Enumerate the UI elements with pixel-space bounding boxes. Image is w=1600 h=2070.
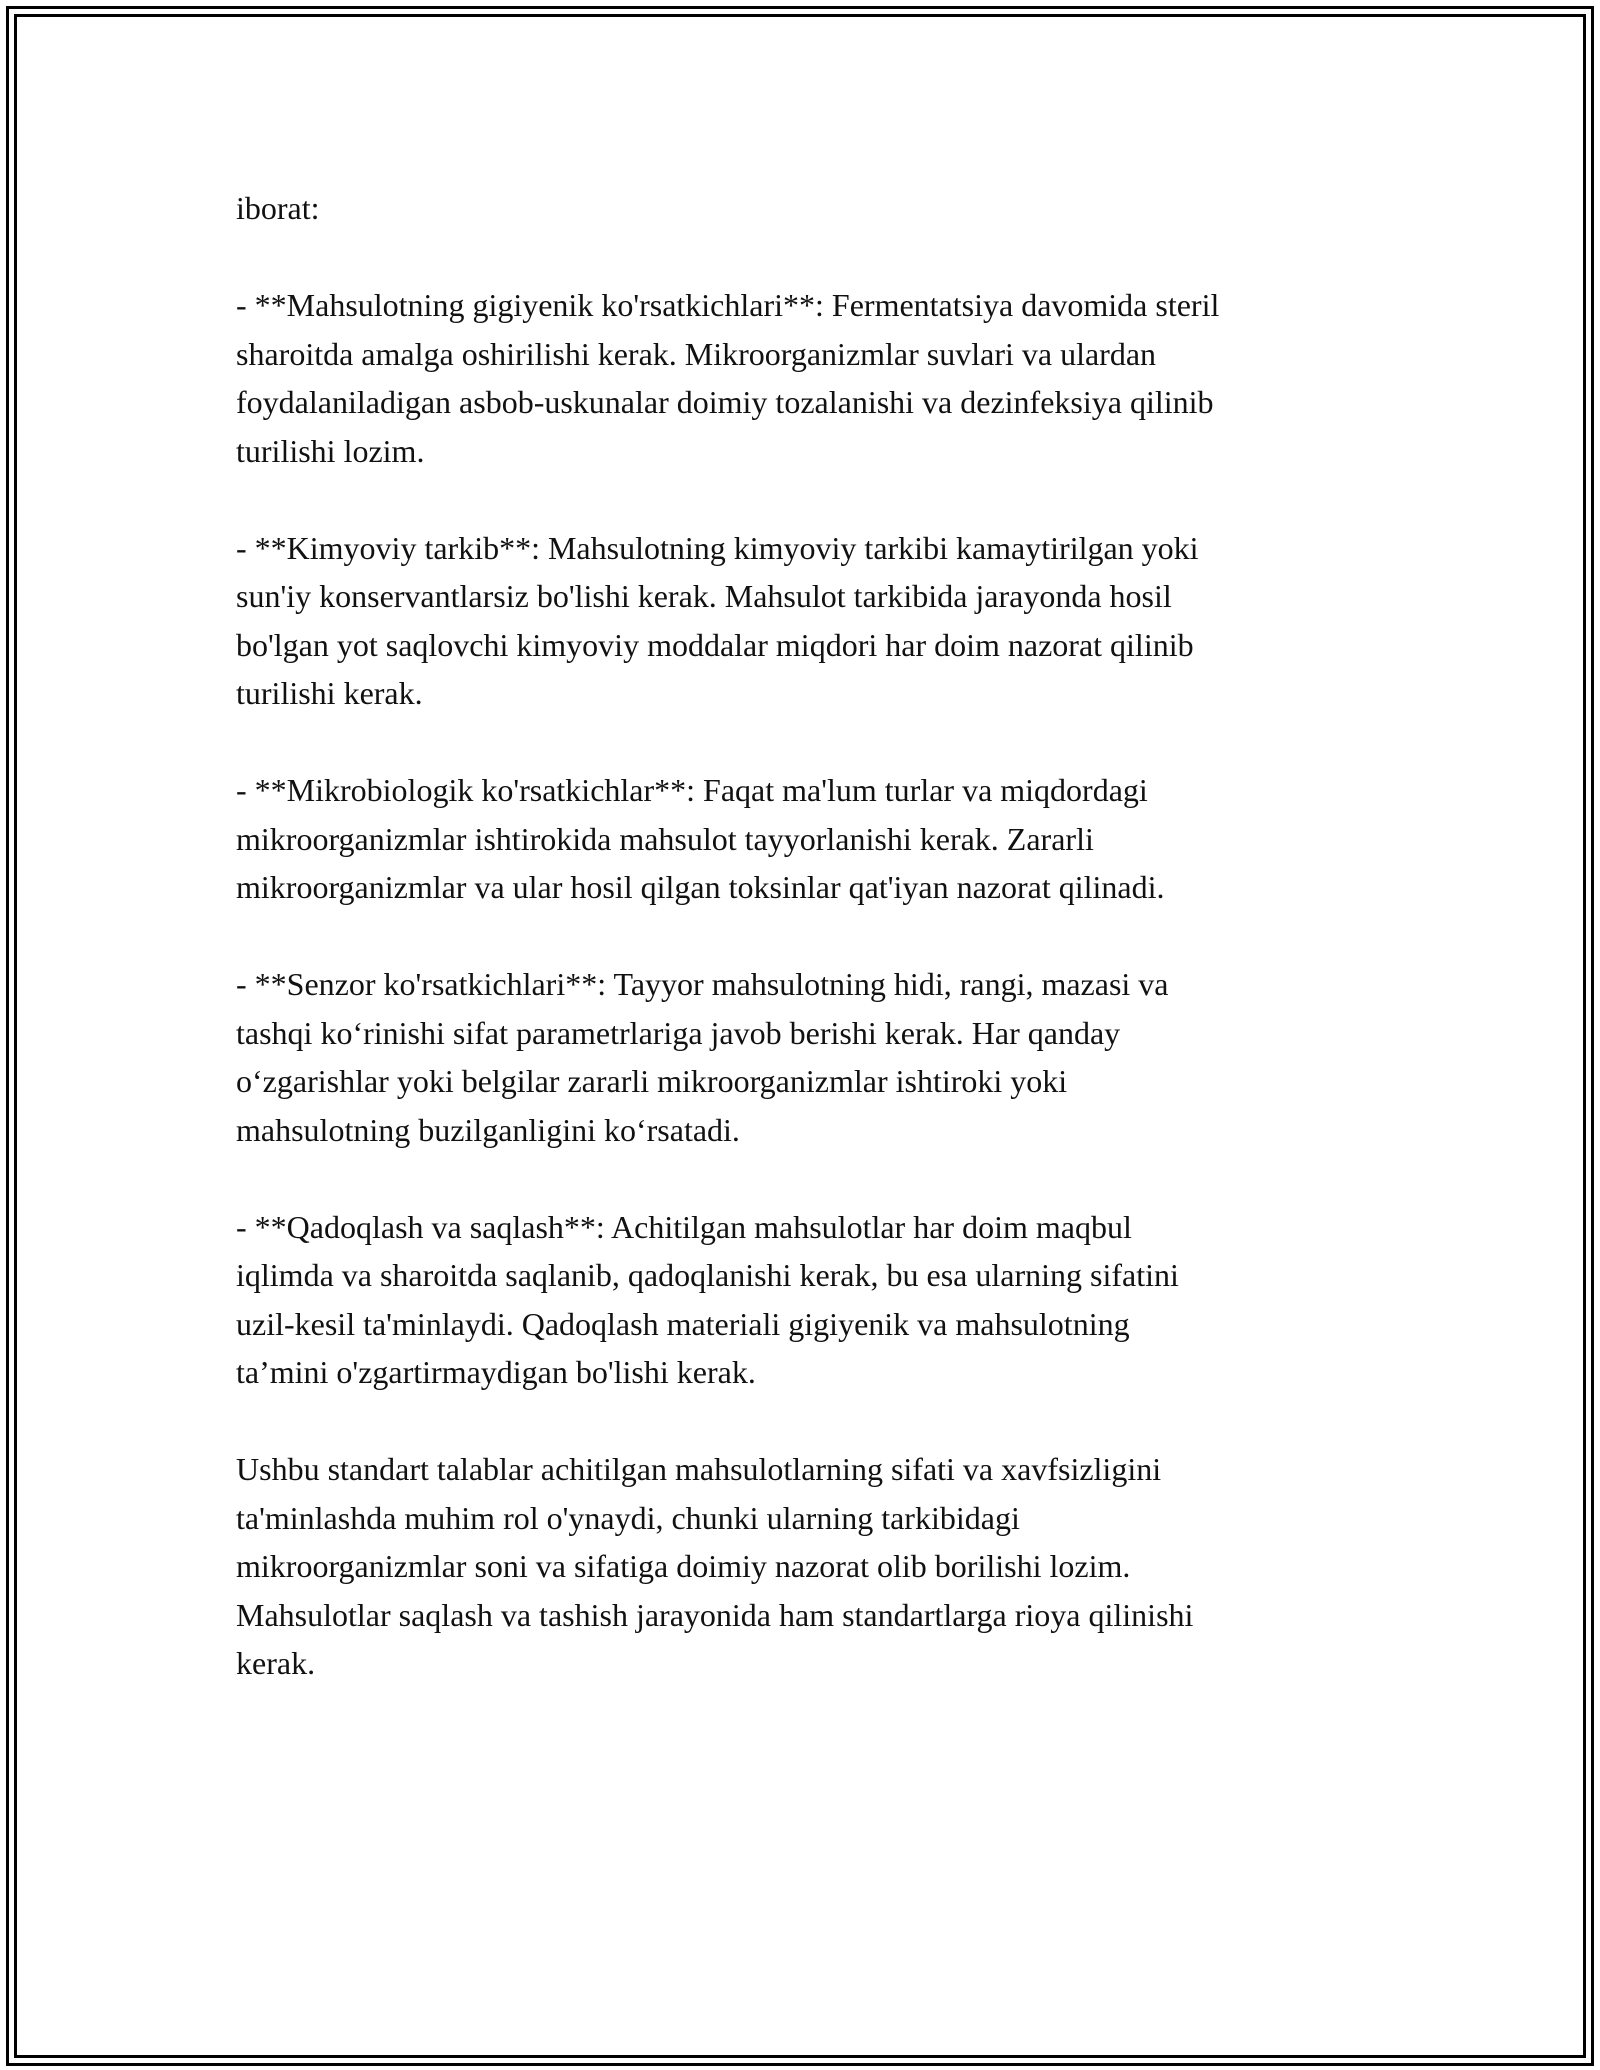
paragraph-intro: iborat: (236, 190, 320, 226)
paragraph-sensory-indicators: - **Senzor ko'rsatkichlari**: Tayyor mahsulotning hidi, rangi, mazasi va tashqi ko‘rinishi sifat parametrlariga javob berishi kerak. Har qanday o‘zgarishlar yoki belgilar zararli mikroorganizmlar ishtiroki yoki mahsulotning buzilganligini ko‘rsatadi. (236, 966, 1169, 1148)
paragraph-conclusion: Ushbu standart talablar achitilgan mahsulotlarning sifati va xavfsizligini ta'minlashda muhim rol o'ynaydi, chunki ularning tarkibidagi mikroorganizmlar soni va sifatiga doimiy nazorat olib borilishi lozim. Mahsulotlar saqlash va tashish jarayonida ham standartlarga rioya qilinishi kerak. (236, 1451, 1194, 1681)
paragraph-chemical-composition: - **Kimyoviy tarkib**: Mahsulotning kimyoviy tarkibi kamaytirilgan yoki sun'iy konservantlarsiz bo'lishi kerak. Mahsulot tarkibida jarayonda hosil bo'lgan yot saqlovchi kimyoviy moddalar miqdori har doim nazorat qilinib turilishi kerak. (236, 529, 1199, 711)
paragraph-microbiological-indicators: - **Mikrobiologik ko'rsatkichlar**: Faqat ma'lum turlar va miqdordagi mikroorganizmlar ishtirokida mahsulot tayyorlanishi kerak. Zararli mikroorganizmlar va ular hosil qilgan toksinlar qat'iyan nazorat qilinadi. (236, 772, 1165, 905)
paragraph-hygiene-indicators: - **Mahsulotning gigiyenik ko'rsatkichlari**: Fermentatsiya davomida steril sharoitda amalga oshirilishi kerak. Mikroorganizmlar suvlari va ulardan foydalaniladigan asbob-uskunalar doimiy tozalanishi va dezinfeksiya qilinib turilishi lozim. (236, 287, 1220, 469)
paragraph-packaging-storage: - **Qadoqlash va saqlash**: Achitilgan mahsulotlar har doim maqbul iqlimda va sharoitda saqlanib, qadoqlanishi kerak, bu esa ularning sifatini uzil-kesil ta'minlaydi. Qadoqlash materiali gigiyenik va mahsulotning ta’mini o'zgartirmaydigan bo'lishi kerak. (236, 1208, 1179, 1390)
document-body (236, 184, 1376, 1688)
